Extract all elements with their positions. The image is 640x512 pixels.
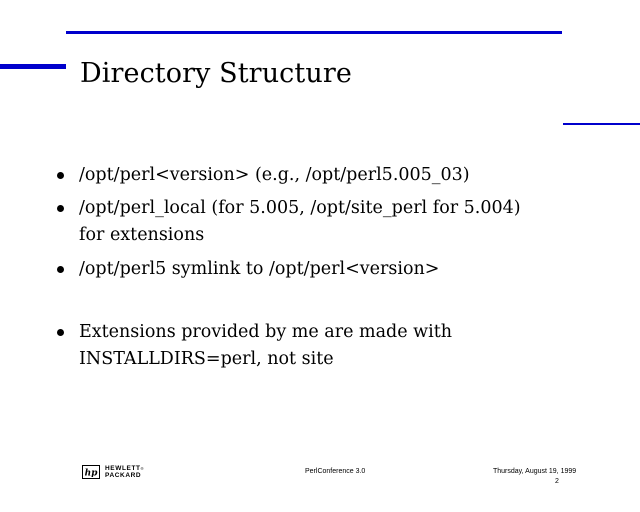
hp-wordmark-line2: PACKARD	[105, 472, 142, 479]
bullet-text-continued: INSTALLDIRS=perl, not site	[79, 349, 334, 369]
hp-trademark: ®	[140, 466, 145, 471]
left-title-rule	[0, 64, 66, 69]
bullet-dot-icon	[57, 205, 64, 212]
hp-mark-text: hp	[84, 468, 98, 477]
footer-conference: PerlConference 3.0	[305, 468, 366, 475]
bullet-text: /opt/perl<version> (e.g., /opt/perl5.005_03)	[79, 165, 470, 185]
bullet-dot-icon	[57, 266, 64, 273]
bullet-text: /opt/perl_local (for 5.005, /opt/site_perl for 5.004)	[79, 198, 521, 218]
footer-date: Thursday, August 19, 1999	[493, 468, 577, 475]
bullet-item	[52, 162, 470, 189]
hp-mark-icon	[82, 465, 100, 479]
right-rule	[563, 123, 640, 125]
slide-title: Directory Structure	[80, 58, 352, 89]
hp-logo	[82, 463, 144, 481]
bullet-item	[52, 195, 521, 249]
bullet-text-continued: for extensions	[79, 225, 205, 245]
bullet-item	[52, 319, 452, 373]
bullet-item	[52, 256, 439, 283]
bullet-text: /opt/perl5 symlink to /opt/perl<version>	[79, 259, 440, 279]
hp-wordmark-line1: HEWLETT	[105, 465, 141, 472]
bullet-dot-icon	[57, 329, 64, 336]
page-number: 2	[555, 478, 559, 485]
hp-wordmark	[105, 465, 144, 479]
bullet-dot-icon	[57, 172, 64, 179]
top-rule	[66, 31, 562, 34]
bullet-text: Extensions provided by me are made with	[79, 322, 453, 342]
